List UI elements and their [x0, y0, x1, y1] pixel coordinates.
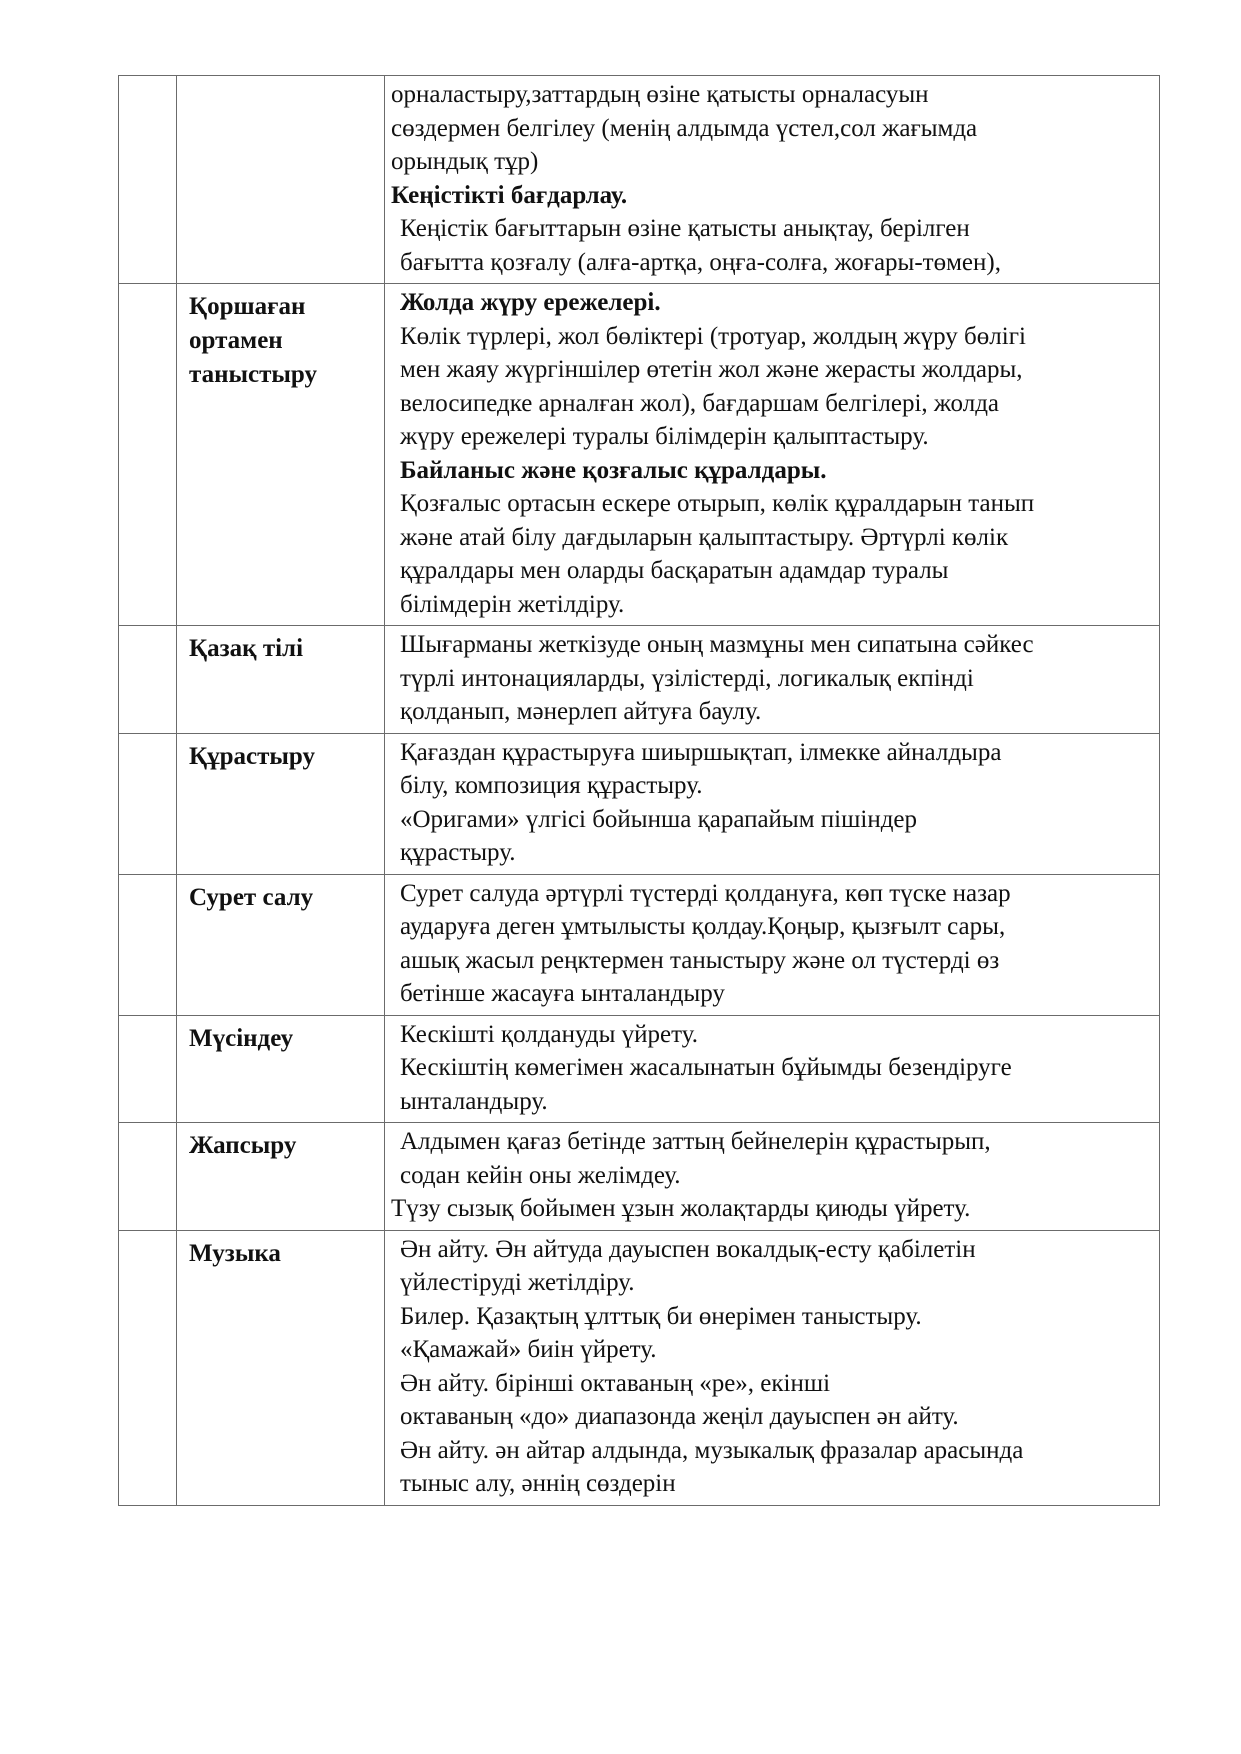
- subject-cell: [177, 1230, 385, 1505]
- content-line: бетінше жасауға ынталандыру: [400, 980, 725, 1007]
- content-line: Шығарманы жеткізуде оның мазмұны мен сипатына сәйкес: [400, 631, 1034, 658]
- row-number-cell: [119, 1123, 177, 1231]
- table-row: [119, 874, 1160, 1015]
- content-text: [385, 875, 1159, 1015]
- content-line: ашық жасыл реңктермен таныстыру және ол түстерді өз: [400, 946, 1000, 974]
- content-cell: [385, 1123, 1160, 1231]
- row-number-cell: [119, 76, 177, 284]
- subject-line: Қазақ тілі: [189, 635, 304, 662]
- content-line: құрастыру.: [400, 839, 516, 866]
- subject-cell: [177, 76, 385, 284]
- subject-line: Жапсыру: [189, 1132, 297, 1159]
- subject-cell: [177, 626, 385, 734]
- content-line: Түзу сызық бойымен ұзын жолақтарды қиюды үйрету.: [391, 1195, 971, 1222]
- content-line: Қағаздан құрастыруға шиыршықтап, ілмекке айналдыра: [400, 738, 1002, 766]
- subject-name: [177, 76, 384, 82]
- table-row: [119, 1123, 1160, 1231]
- content-line: аударуға деген ұмтылысты қолдау.Қоңыр, қызғылт сары,: [400, 913, 1006, 940]
- content-text: [385, 734, 1159, 874]
- content-text: [385, 76, 1159, 283]
- content-cell: [385, 1230, 1160, 1505]
- content-line: «Оригами» үлгісі бойынша қарапайым пішіндер: [400, 805, 918, 833]
- subject-name: [177, 875, 384, 915]
- content-cell: [385, 733, 1160, 874]
- table-row: [119, 1015, 1160, 1123]
- content-line: Кескішті қолдануды үйрету.: [400, 1020, 698, 1048]
- row-number-cell: [119, 626, 177, 734]
- content-line: Ән айту. бірінші октаваның «ре», екінші: [400, 1369, 831, 1397]
- subject-name: [177, 626, 384, 666]
- subject-line: Қоршаған: [189, 293, 306, 320]
- content-line: орындық тұр): [391, 148, 539, 175]
- content-text: [385, 1016, 1159, 1123]
- content-line: «Қамажай» биін үйрету.: [400, 1336, 657, 1363]
- content-cell: [385, 874, 1160, 1015]
- content-line: білімдерін жетілдіру.: [400, 590, 625, 618]
- content-line: Ән айту. Ән айтуда дауыспен вокалдық-есту қабілетін: [400, 1235, 976, 1263]
- content-line: октаваның «до» диапазонда жеңіл дауыспен ән айту.: [400, 1403, 959, 1430]
- content-text: [385, 1123, 1159, 1230]
- curriculum-table: [118, 75, 1160, 1506]
- subject-cell: [177, 1123, 385, 1231]
- subject-line: таныстыру: [189, 361, 317, 388]
- content-line: содан кейін оны желімдеу.: [400, 1161, 681, 1189]
- content-text: [385, 1231, 1159, 1505]
- content-line: Кескіштің көмегімен жасалынатын бұйымды безендіруге: [400, 1054, 1012, 1081]
- content-line: велосипедке арналған жол), бағдаршам белгілері, жолда: [400, 389, 1000, 417]
- subject-line: Музыка: [189, 1239, 281, 1267]
- subject-name: [177, 1016, 384, 1056]
- content-line: құралдары мен оларды басқаратын адамдар туралы: [400, 557, 949, 584]
- table-row: [119, 626, 1160, 734]
- content-cell: [385, 1015, 1160, 1123]
- subject-line: Сурет салу: [189, 883, 314, 911]
- content-line: бағытта қозғалу (алға-артқа, оңға-солға, жоғары-төмен),: [400, 248, 1001, 276]
- table-row: [119, 76, 1160, 284]
- subject-name: [177, 284, 384, 392]
- section-heading: Байланыс және қозғалыс құралдары.: [400, 456, 827, 484]
- content-line: ынталандыру.: [400, 1087, 548, 1115]
- row-number-cell: [119, 1015, 177, 1123]
- content-cell: [385, 284, 1160, 626]
- subject-line: Құрастыру: [189, 742, 316, 770]
- content-line: Көлік түрлері, жол бөліктері (тротуар, жолдың жүру бөлігі: [400, 322, 1026, 350]
- content-line: жүру ережелері туралы білімдерін қалыптастыру.: [400, 423, 929, 450]
- content-line: тыныс алу, әннің сөздерін: [400, 1470, 676, 1497]
- row-number-cell: [119, 874, 177, 1015]
- content-line: сөздермен белгілеу (менің алдымда үстел,сол жағымда: [391, 114, 978, 142]
- subject-name: [177, 1123, 384, 1163]
- table-row: [119, 284, 1160, 626]
- content-line: мен жаяу жүргіншілер өтетін жол және жерасты жолдары,: [400, 356, 1023, 383]
- subject-cell: [177, 1015, 385, 1123]
- row-number-cell: [119, 733, 177, 874]
- row-number-cell: [119, 1230, 177, 1505]
- content-line: Қозғалыс ортасын ескере отырып, көлік құралдарын танып: [400, 490, 1035, 517]
- curriculum-table-body: [119, 76, 1160, 1506]
- content-line: және атай білу дағдыларын қалыптастыру. Әртүрлі көлік: [400, 523, 1009, 551]
- content-line: Билер. Қазақтың ұлттық би өнерімен таныстыру.: [400, 1302, 922, 1330]
- row-number-cell: [119, 284, 177, 626]
- subject-name: [177, 1231, 384, 1271]
- content-line: Алдымен қағаз бетінде заттың бейнелерін құрастырып,: [400, 1128, 991, 1155]
- content-line: Кеңістік бағыттарын өзіне қатысты анықтау, берілген: [400, 215, 970, 242]
- content-text: [385, 626, 1159, 733]
- subject-cell: [177, 733, 385, 874]
- content-cell: [385, 76, 1160, 284]
- content-line: Сурет салуда әртүрлі түстерді қолдануға, көп түске назар: [400, 879, 1011, 907]
- section-heading: Кеңістікті бағдарлау.: [391, 181, 628, 209]
- content-line: білу, композиция құрастыру.: [400, 772, 703, 799]
- subject-cell: [177, 874, 385, 1015]
- content-text: [385, 284, 1159, 625]
- content-cell: [385, 626, 1160, 734]
- subject-name: [177, 734, 384, 774]
- content-line: түрлі интонацияларды, үзілістерді, логикалық екпінді: [400, 664, 974, 692]
- content-line: қолданып, мәнерлеп айтуға баулу.: [400, 698, 762, 725]
- table-row: [119, 1230, 1160, 1505]
- section-heading: Жолда жүру ережелері.: [400, 289, 661, 316]
- table-row: [119, 733, 1160, 874]
- subject-line: ортамен: [189, 327, 283, 354]
- content-line: Ән айту. ән айтар алдында, музыкалық фразалар арасында: [400, 1436, 1024, 1464]
- subject-cell: [177, 284, 385, 626]
- content-line: орналастыру,заттардың өзіне қатысты орналасуын: [391, 81, 929, 108]
- content-line: үйлестіруді жетілдіру.: [400, 1269, 635, 1296]
- subject-line: Мүсіндеу: [189, 1024, 294, 1052]
